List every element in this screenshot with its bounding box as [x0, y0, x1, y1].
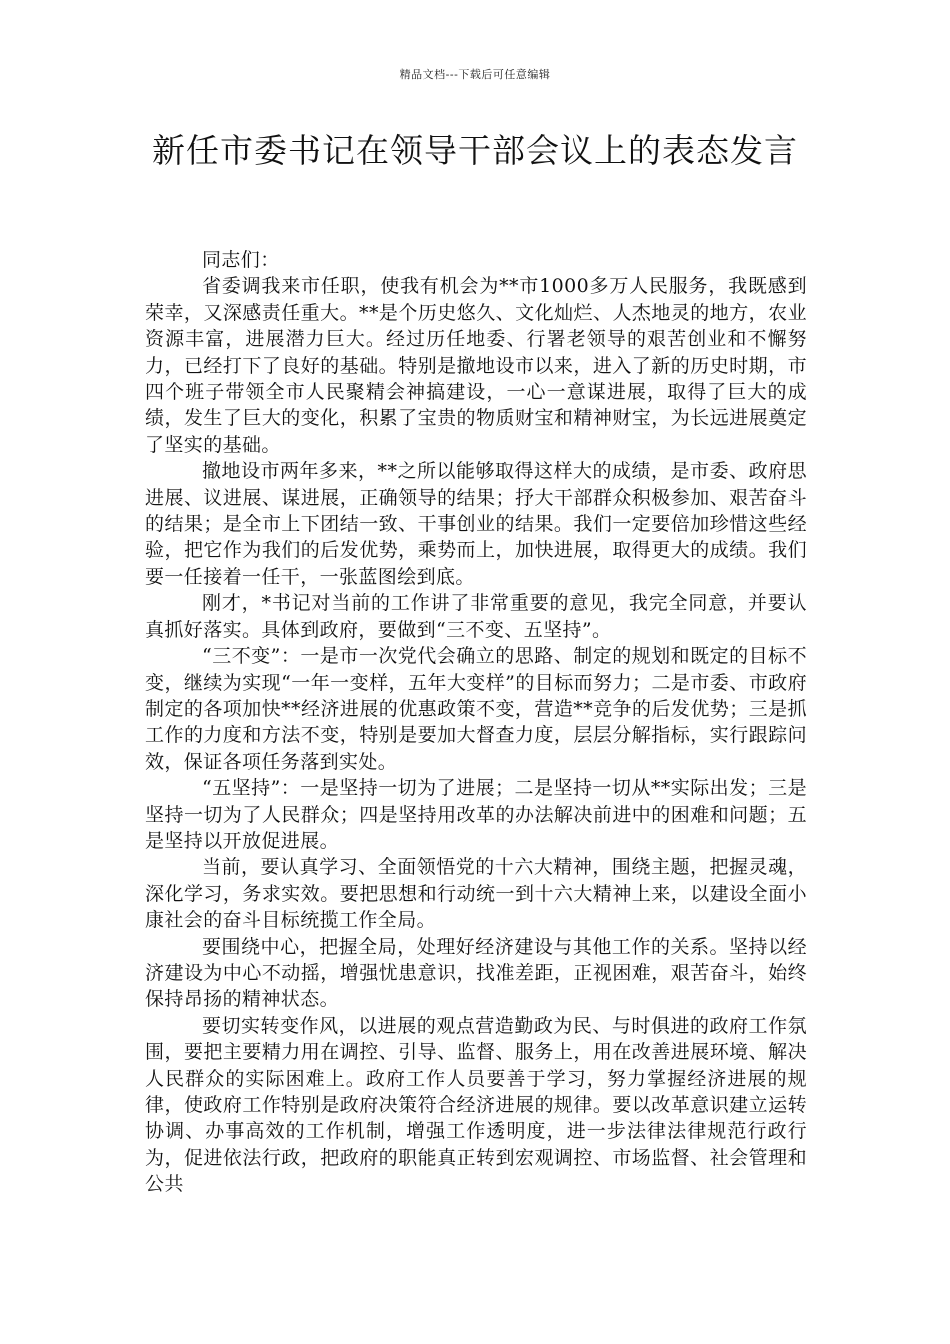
document-title: 新任市委书记在领导干部会议上的表态发言	[152, 131, 798, 170]
body-paragraph: 要围绕中心，把握全局，处理好经济建设与其他工作的关系。坚持以经济建设为中心不动摇，增强忧患意识，找准差距，正视困难，艰苦奋斗，始终保持昂扬的精神状态。	[145, 935, 807, 1011]
body-paragraph: 要切实转变作风，以进展的观点营造勤政为民、与时俱进的政府工作氛围，要把主要精力用在调控、引导、监督、服务上，用在改善进展环境、解决人民群众的实际困难上。政府工作人员要善于学习，努力掌握经济进展的规律，使政府工作特别是政府决策符合经济进展的规律。要以改革意识建立运转协调、办事高效的工作机制，增强工作透明度，进一步法律法律规范行政行为，促进依法行政，把政府的职能真正转到宏观调控、市场监督、社会管理和公共	[145, 1014, 807, 1196]
body-paragraph: “三不变”：一是市一次党代会确立的思路、制定的规划和既定的目标不变，继续为实现“一年一变样，五年大变样”的目标而努力；二是市委、市政府制定的各项加快**经济进展的优惠政策不变，营造**竞争的后发优势；三是抓工作的力度和方法不变，特别是要加大督查力度，层层分解指标，实行跟踪问效，保证各项任务落到实处。	[145, 645, 807, 773]
body-paragraph: 当前，要认真学习、全面领悟党的十六大精神，围绕主题，把握灵魂，深化学习，务求实效。要把思想和行动统一到十六大精神上来，以建设全面小康社会的奋斗目标统揽工作全局。	[145, 856, 807, 932]
document-body	[145, 247, 807, 1198]
body-paragraph: “五坚持”：一是坚持一切为了进展；二是坚持一切从**实际出发；三是坚持一切为了人民群众；四是坚持用改革的办法解决前进中的困难和问题；五是坚持以开放促进展。	[145, 777, 807, 852]
salutation: 同志们：	[202, 249, 280, 271]
page-header-note: 精品文档---下载后可任意编辑	[399, 68, 551, 81]
body-paragraph: 撤地设市两年多来，**之所以能够取得这样大的成绩，是市委、政府思进展、议进展、谋进展，正确领导的结果；抒大干部群众积极参加、艰苦奋斗的结果；是全市上下团结一致、干事创业的结果。我们一定要倍加珍惜这些经验，把它作为我们的后发优势，乘势而上，加快进展，取得更大的成绩。我们要一任接着一任干，一张蓝图绘到底。	[145, 460, 807, 588]
body-paragraph: 省委调我来市任职，使我有机会为**市1000多万人民服务，我既感到荣幸，又深感责任重大。**是个历史悠久、文化灿烂、人杰地灵的地方，农业资源丰富，进展潜力巨大。经过历任地委、行署老领导的艰苦创业和不懈努力，已经打下了良好的基础。特别是撤地设市以来，进入了新的历史时期，市四个班子带领全市人民聚精会神搞建设，一心一意谋进展，取得了巨大的成绩，发生了巨大的变化，积累了宝贵的物质财宝和精神财宝，为长远进展奠定了坚实的基础。	[145, 275, 807, 456]
body-paragraph: 刚才，*书记对当前的工作讲了非常重要的意见，我完全同意，并要认真抓好落实。具体到政府，要做到“三不变、五坚持”。	[145, 592, 807, 641]
